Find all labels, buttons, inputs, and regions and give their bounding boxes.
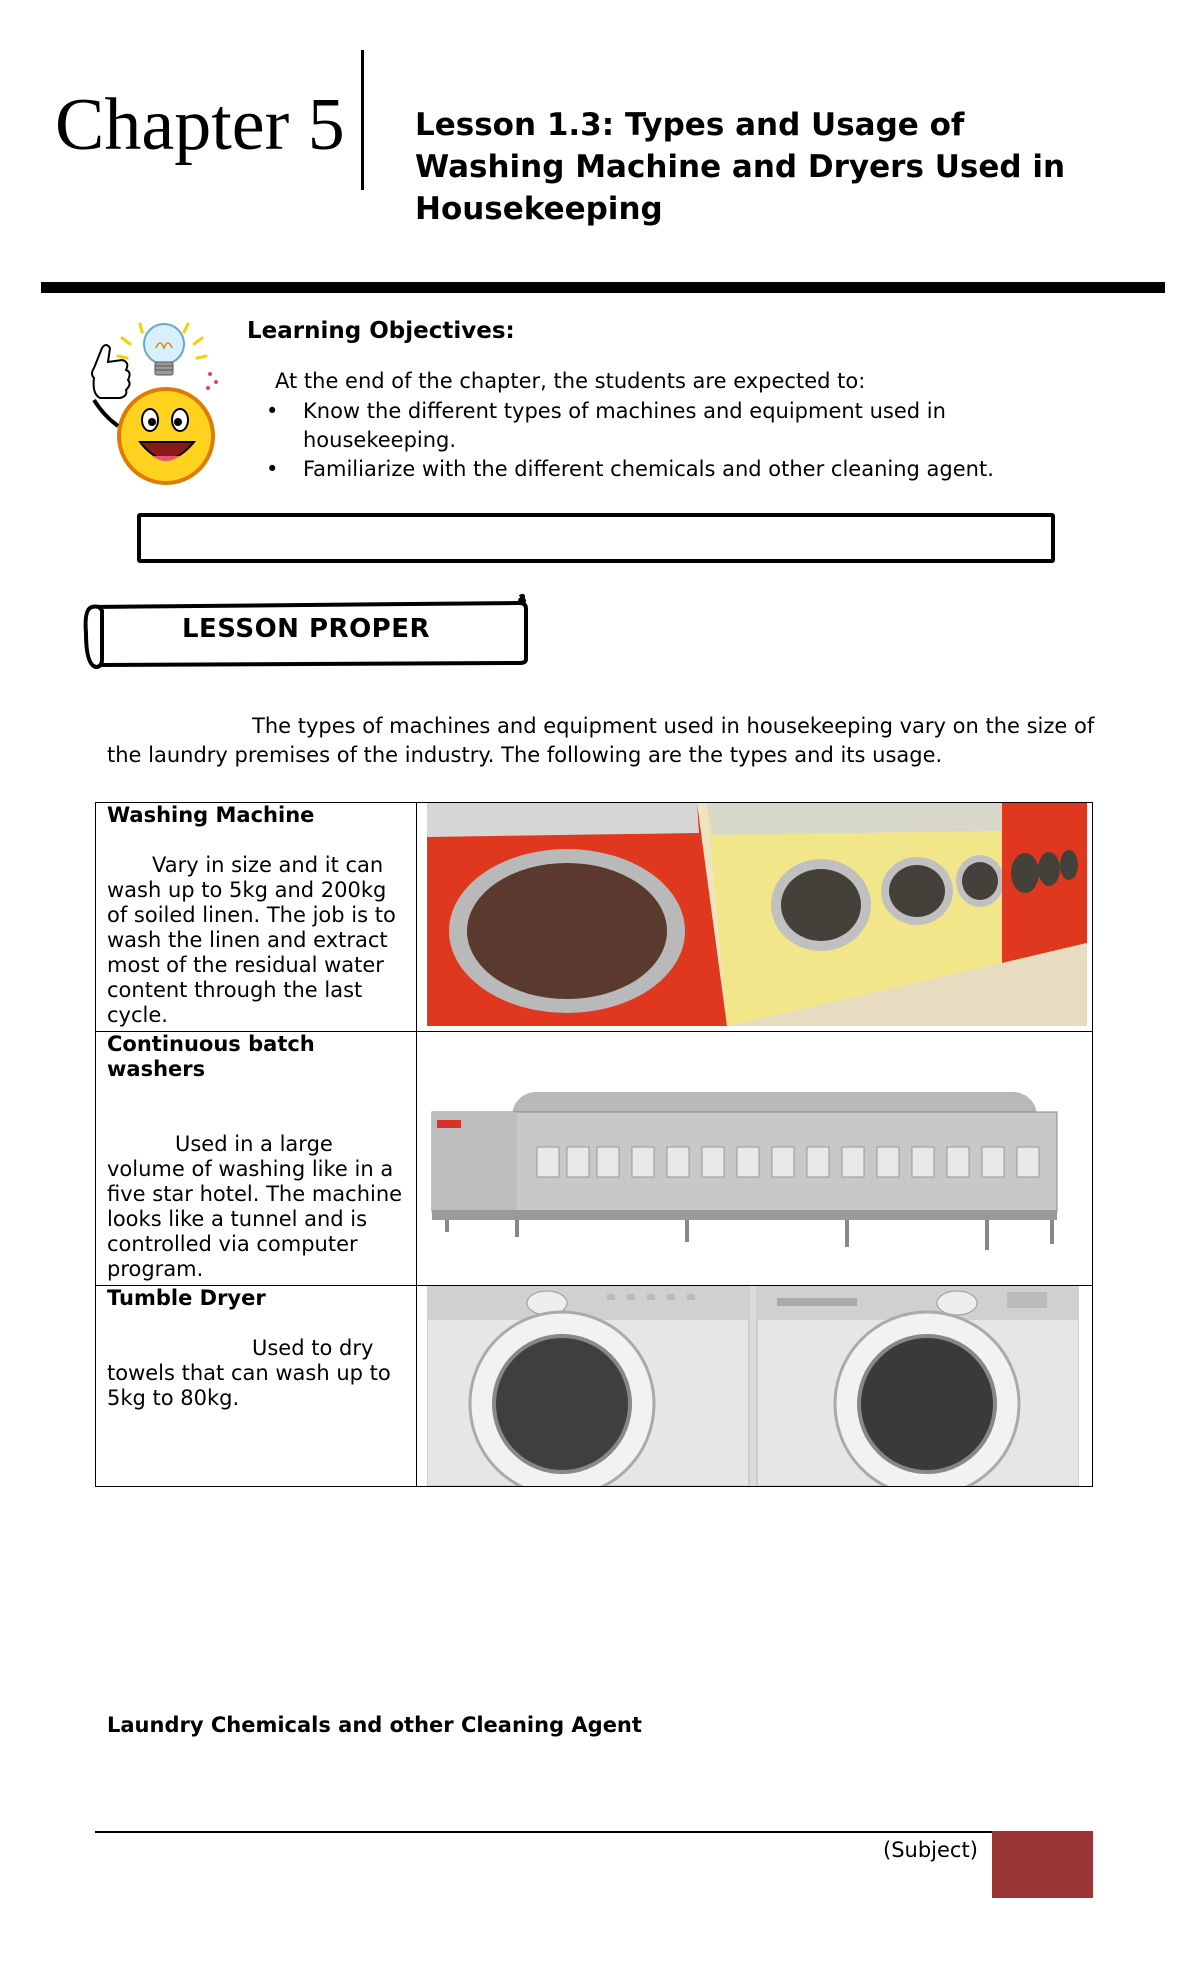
lesson-intro-paragraph: The types of machines and equipment used in housekeeping vary on the size of the laundry premises of the industry. The following are the types and its usage. <box>107 714 1095 767</box>
machine-image-cell <box>417 1032 1093 1286</box>
objective-item: • Know the different types of machines and equipment used in housekeeping. <box>266 399 946 452</box>
empty-text-box <box>137 513 1055 563</box>
bullet-icon: • <box>266 457 279 481</box>
table-row <box>96 803 1093 1032</box>
bullet-icon: • <box>266 399 279 423</box>
front-load-washers-row-photo-icon <box>427 803 1087 1026</box>
lesson-proper-label: LESSON PROPER <box>181 614 431 644</box>
learning-objectives-intro: At the end of the chapter, the students are expected to: <box>275 369 866 393</box>
machine-description: Used to dry towels that can wash up to 5kg to 80kg. <box>107 1336 391 1410</box>
machine-description: Used in a large volume of washing like in a five star hotel. The machine looks like a tunnel and is controlled via computer program. <box>107 1132 403 1281</box>
table-row <box>96 1286 1093 1487</box>
header-divider <box>361 50 364 190</box>
tunnel-washer-photo-icon <box>427 1032 1087 1282</box>
machine-name: Washing Machine <box>107 803 315 827</box>
machine-name: Continuous batch washers <box>107 1032 315 1081</box>
lesson-title: Lesson 1.3: Types and Usage of Washing Machine and Dryers Used in Housekeeping <box>415 107 1066 227</box>
machine-name: Tumble Dryer <box>107 1286 266 1310</box>
header-rule <box>41 282 1165 293</box>
machine-description: Vary in size and it can wash up to 5kg and 200kg of soiled linen. The job is to wash the linen and extract most of the residual water content through the last cycle. <box>107 853 396 1027</box>
idea-bulb-smiley-icon <box>80 316 225 491</box>
machine-image-cell <box>417 1286 1093 1487</box>
footer-accent-block <box>992 1831 1093 1898</box>
footer-rule <box>95 1831 1093 1833</box>
table-row <box>96 1032 1093 1286</box>
machine-description-cell <box>96 1286 417 1487</box>
machines-table <box>95 802 1093 1487</box>
chapter-label: Chapter 5 <box>55 84 345 166</box>
washer-dryer-pair-photo-icon <box>427 1286 1079 1486</box>
objective-item: • Familiarize with the different chemicals and other cleaning agent. <box>266 455 1066 484</box>
machine-description-cell <box>96 803 417 1032</box>
footer-subject: (Subject) <box>883 1838 978 1862</box>
machine-description-cell <box>96 1032 417 1286</box>
chemicals-heading: Laundry Chemicals and other Cleaning Agent <box>107 1713 642 1737</box>
machine-image-cell <box>417 803 1093 1032</box>
learning-objectives-list <box>266 397 1066 484</box>
learning-objectives-heading: Learning Objectives: <box>247 318 515 344</box>
